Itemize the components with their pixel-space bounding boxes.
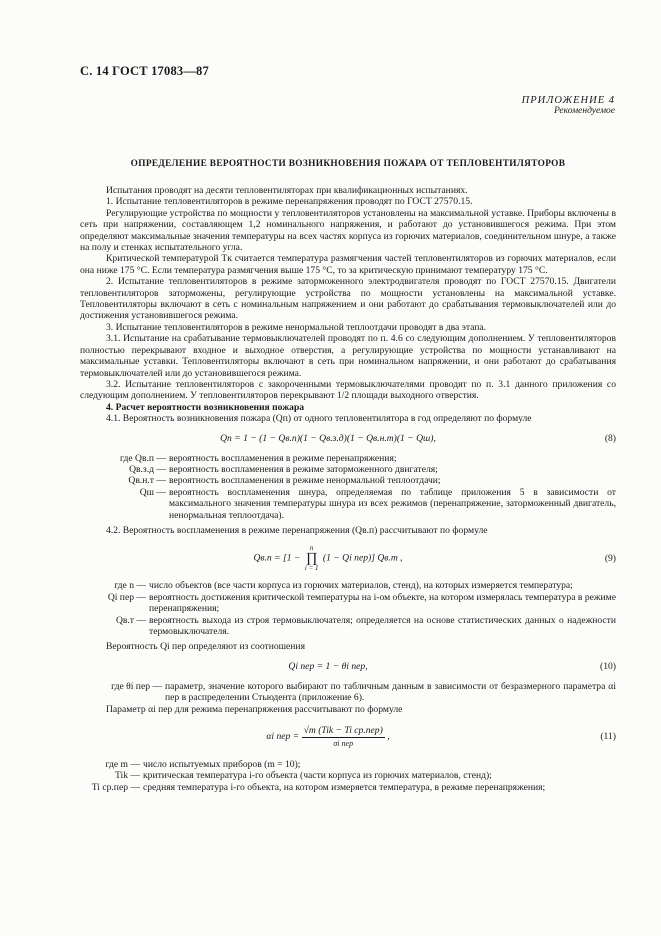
definitions-list	[80, 759, 616, 793]
definition-item	[80, 453, 616, 464]
definition-text: вероятность достижения критической температуры на i-ом объекте, на котором измерялась температура в режиме перенапряжения;	[149, 591, 616, 615]
definition-symbol: Qв.т —	[115, 614, 146, 626]
definition-symbol: где m —	[105, 759, 140, 771]
definition-item	[80, 487, 616, 521]
paragraph: Критической температурой Tк считается температура размягчения частей тепловентиляторов из горючих материалов, если она ниже 175 °С. Если температура размягчения выше 175 °С, то за критическую принимают температуру 175 °С.	[80, 253, 616, 276]
paragraph: Вероятность Qi пер определяют из соотношения	[106, 641, 305, 653]
equation-9	[80, 538, 616, 578]
fraction-numerator: √m (Tik − Ti ср.пер)	[303, 725, 383, 737]
definition-symbol: Tik —	[115, 770, 140, 782]
appendix-label: ПРИЛОЖЕНИЕ 4	[521, 95, 615, 106]
paragraph: 4.1. Вероятность возникновения пожара (Qп) от одного тепловентилятора в год определяют по формуле	[106, 413, 532, 425]
fraction	[302, 725, 385, 749]
equation-number: (10)	[600, 661, 616, 673]
subsection-heading: 4. Расчет вероятности возникновения пожара	[106, 401, 305, 413]
definition-text: вероятность воспламенения шнура, определяемая по таблице приложения 5 в зависимости от максимального значения температуры шнура из всех режимов (перенапряжение, заторможенный двигатель, ненормальная теплоотдача).	[169, 486, 616, 521]
definitions-list	[80, 580, 616, 637]
product-upper-limit: n	[309, 543, 314, 552]
definition-text: вероятность воспламенения в режиме заторможенного двигателя;	[169, 463, 438, 475]
definition-text: число испытуемых приборов (m = 10);	[143, 759, 301, 771]
definition-item	[80, 681, 616, 704]
definition-symbol: Ti ср.пер —	[91, 781, 140, 793]
definition-item	[80, 592, 616, 615]
paragraph: 3.2. Испытание тепловентиляторов с закороченными термовыключателями проводят по п. 3.1 данного приложения со следующим дополнением. У тепловентиляторов перекрывают 1/2 площади выходного отверстия.	[80, 378, 616, 402]
paragraph: 2. Испытание тепловентиляторов в режиме заторможенного электродвигателя проводят по ГОСТ 27570.15. Двигатели тепловентиляторов заторможены, регулирующие устройства по мощности установлены на максимальной уставке. Тепловентиляторы включают в сеть с номинальным напряжением и они работают до срабатывания термовыключателей или до достижения установившегося режима.	[80, 276, 616, 322]
equation-number: (8)	[604, 432, 616, 444]
definition-text: число объектов (все части корпуса из горючих материалов, стенд), на которых измеряется температура;	[149, 580, 573, 592]
definition-symbol: где Qв.п —	[120, 452, 166, 464]
equation-body	[80, 545, 576, 572]
definitions-list	[80, 453, 616, 521]
definition-item	[80, 615, 616, 638]
equation-number: (9)	[604, 552, 616, 564]
section-title: ОПРЕДЕЛЕНИЕ ВЕРОЯТНОСТИ ВОЗНИКНОВЕНИЯ ПОЖАРА ОТ ТЕПЛОВЕНТИЛЯТОРОВ	[130, 159, 566, 169]
definition-symbol: где θi пер —	[111, 680, 162, 692]
equation-body: Qi пер = 1 − θi пер,	[288, 661, 368, 673]
product-symbol: ∏	[305, 550, 318, 566]
equation-8	[80, 427, 616, 451]
definition-text: вероятность воспламенения в режиме ненормальной теплоотдачи;	[169, 475, 441, 487]
equation-left: Qв.п = [1 −	[253, 552, 301, 564]
fraction-denominator: σi пер	[333, 738, 354, 748]
definition-symbol: где n —	[114, 580, 146, 592]
definition-item	[80, 464, 616, 475]
definition-text: критическая температура i-го объекта (части корпуса из горючих материалов, стенд);	[143, 770, 492, 782]
definition-item	[80, 759, 616, 770]
definition-text: вероятность воспламенения в режиме перенапряжения;	[169, 452, 397, 464]
document-body	[80, 185, 616, 793]
equation-number: (11)	[600, 731, 616, 743]
appendix-status: Рекомендуемое	[553, 106, 615, 116]
appendix-label-block	[522, 95, 615, 116]
definition-symbol: Qв.н.т —	[128, 475, 166, 487]
paragraph: 1. Испытание тепловентиляторов в режиме перенапряжения проводят по ГОСТ 27570.15.	[106, 196, 473, 208]
definitions-list	[80, 681, 616, 704]
definition-item	[80, 782, 616, 793]
product-operator	[305, 545, 319, 572]
definition-text: вероятность выхода из строя термовыключателя; определяется на основе статистических данных о надежности термовыключателя.	[149, 614, 616, 637]
equation-10	[80, 655, 616, 679]
definition-text: параметр, значение которого выбирают по табличным данным в зависимости от безразмерного параметра αi пер в распределении Стьюдента (приложение 6).	[165, 680, 616, 704]
paragraph: Регулирующие устройства по мощности у тепловентиляторов установлены на максимальной уставке. Приборы включены в сеть при напряжении, составляющем 1,2 номинального напряжения, и работают до установившегося режима. При этом определяют максимальные значения температуры на всех частях корпуса из горючих материалов, соединительном шнуре, а также на полу и стенках испытательного угла.	[80, 207, 616, 254]
equation-body: Qп = 1 − (1 − Qв.п)(1 − Qв.з.д)(1 − Qв.н.т)(1 − Qш),	[220, 432, 436, 444]
paragraph: Параметр αi пер для режима перенапряжения рассчитывают по формуле	[106, 703, 403, 715]
paragraph: 3.1. Испытание на срабатывание термовыключателей проводят по п. 4.6 со следующим дополнением. У тепловентиляторов полностью перекрывают входное и выходное отверстия, а регулирующие устройства по мощности устанавливают на максимальные уставки. Тепловентиляторы включают в сеть при номинальном напряжении, и они работают до срабатывания термовыключателей или до установившегося режима.	[80, 333, 616, 379]
definition-item	[80, 475, 616, 486]
definition-symbol: Qв.з.д —	[129, 463, 166, 475]
paragraph: 3. Испытание тепловентиляторов в режиме ненормальной теплоотдачи проводят в два этапа.	[106, 321, 487, 333]
definition-item	[80, 580, 616, 591]
equation-body	[80, 725, 576, 749]
equation-right: ,	[387, 731, 390, 743]
page-header: С. 14 ГОСТ 17083—87	[80, 64, 209, 78]
product-lower-limit: i = 1	[304, 563, 319, 572]
definition-text: средняя температура i-го объекта, на котором измеряется температура, в режиме перенапряжения;	[143, 781, 546, 793]
paragraph: Испытания проводят на десяти тепловентиляторах при квалификационных испытаниях.	[106, 185, 468, 196]
paragraph: 4.2. Вероятность воспламенения в режиме перенапряжения (Qв.п) рассчитывают по формуле	[106, 524, 488, 536]
definition-symbol: Qi пер —	[107, 591, 146, 603]
definition-item	[80, 770, 616, 781]
equation-11	[80, 717, 616, 757]
equation-left: αi пер =	[266, 731, 300, 743]
equation-right: (1 − Qi пер)] Qв.т ,	[322, 552, 403, 564]
definition-symbol: Qш —	[139, 486, 166, 498]
